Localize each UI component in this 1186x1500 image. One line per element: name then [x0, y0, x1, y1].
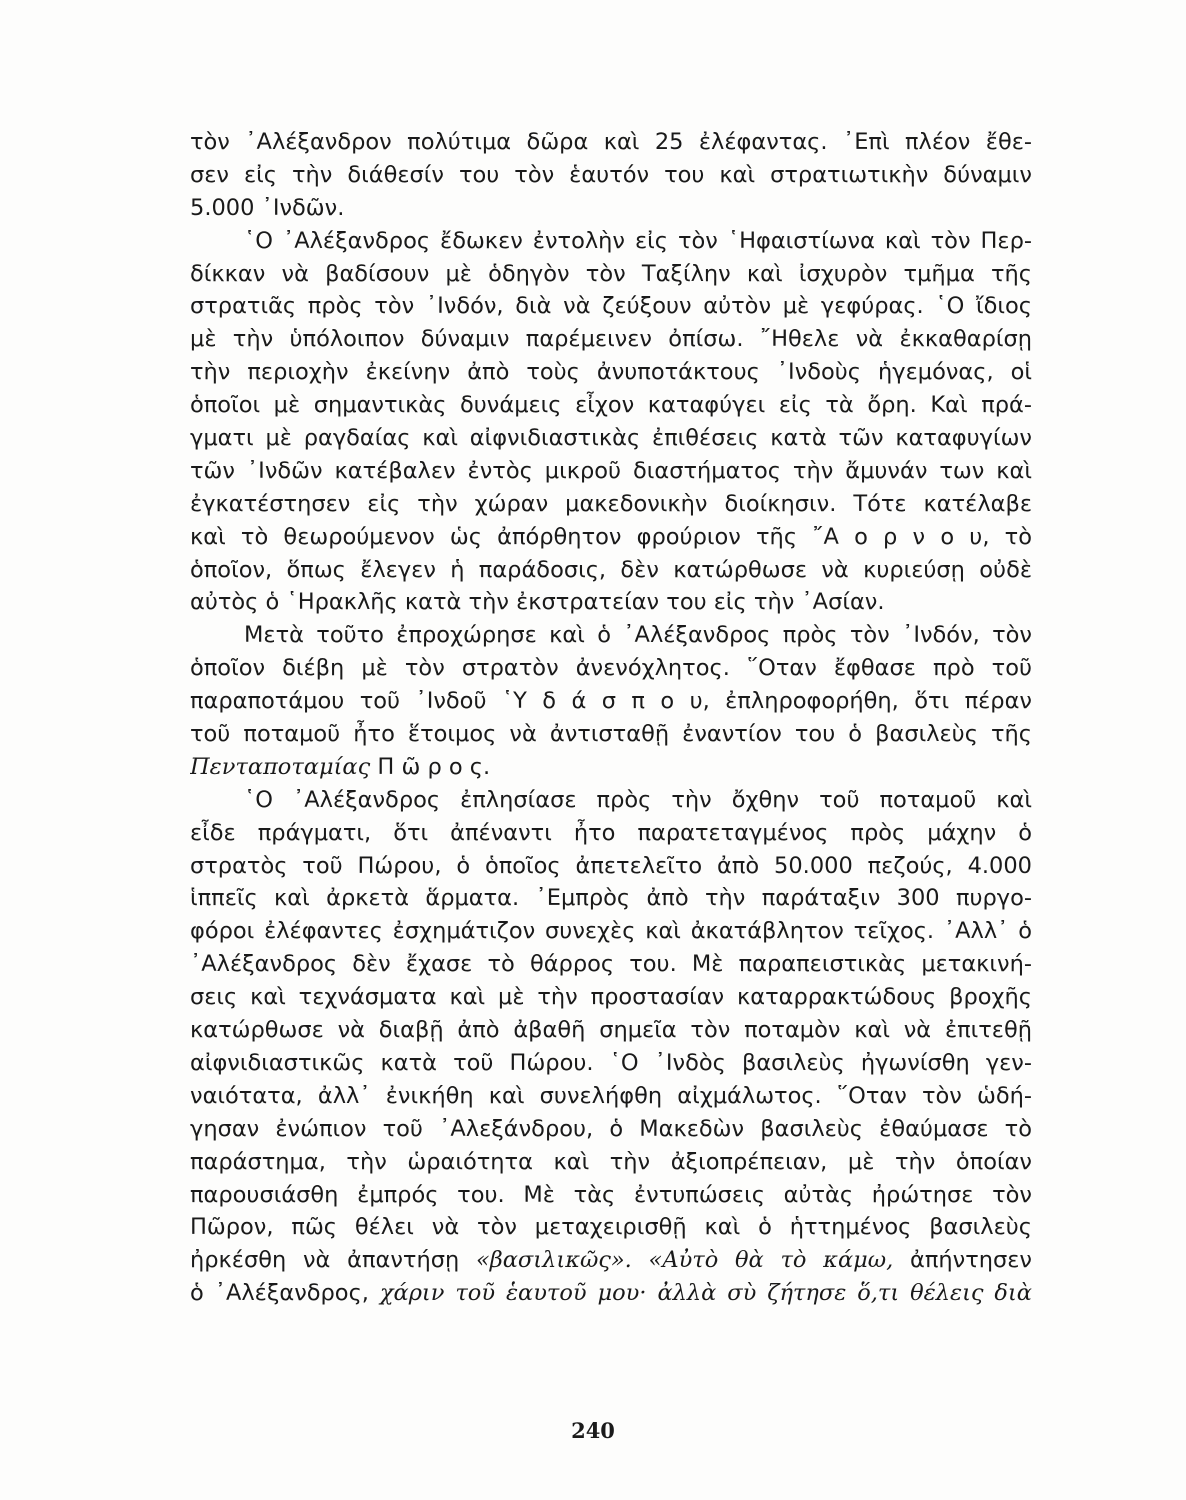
text-line: ἐγκατέστησεν εἰς τὴν χώραν μακεδονικὴν διοίκησιν. Τότε κατέλαβε	[190, 490, 1032, 517]
text-line: σεν εἰς τὴν διάθεσίν του τὸν ἑαυτόν του καὶ στρατιωτικὴν δύναμιν	[190, 161, 1032, 188]
paragraph-start-line: ῾Ο ᾿Αλέξανδρος ἐπλησίασε πρὸς τὴν ὄχθην τοῦ ποταμοῦ καὶ	[244, 786, 1032, 813]
regular-text: ἀπήντησεν	[893, 1247, 1032, 1274]
italic-quote: χάριν τοῦ ἑαυτοῦ μου· ἀλλὰ σὺ ζήτησε ὅ,τι θέλεις διὰ	[379, 1280, 1032, 1307]
text-line: τὴν περιοχὴν ἐκείνην ἀπὸ τοὺς ἀνυποτάκτους ᾿Ινδοὺς ἡγεμόνας, οἱ	[190, 359, 1032, 386]
page-number: 240	[571, 1418, 615, 1443]
regular-text: ὁ ᾿Αλέξανδρος,	[190, 1280, 380, 1307]
text-line: μὲ τὴν ὑπόλοιπον δύναμιν παρέμεινεν ὀπίσω. ῎Ηθελε νὰ ἐκκαθαρίσῃ	[190, 326, 1032, 353]
text-line: τὸν ᾿Αλέξανδρον πολύτιμα δῶρα καὶ 25 ἐλέφαντας. ᾿Επὶ πλέον ἔθε-	[190, 129, 1032, 155]
text-line: Πῶρον, πῶς θέλει νὰ τὸν μεταχειρισθῇ καὶ ὁ ἡττημένος βασιλεὺς	[190, 1214, 1032, 1241]
text-line: παράστημα, τὴν ὡραιότητα καὶ τὴν ἀξιοπρέπειαν, μὲ τὴν ὁποίαν	[190, 1148, 1032, 1175]
text-line	[190, 751, 1032, 784]
body-text	[190, 126, 1032, 1310]
text-line: ᾿Αλέξανδρος δὲν ἔχασε τὸ θάρρος του. Μὲ παραπειστικὰς μετακινή-	[190, 951, 1032, 978]
paragraph-start-line: Μετὰ τοῦτο ἐπροχώρησε καὶ ὁ ᾿Αλέξανδρος πρὸς τὸν ᾿Ινδόν, τὸν	[244, 622, 1032, 649]
paragraph-start-line: ῾Ο ᾿Αλέξανδρος ἔδωκεν ἐντολὴν εἰς τὸν ῾Ηφαιστίωνα καὶ τὸν Περ-	[244, 227, 1032, 254]
text-line	[190, 1244, 1032, 1277]
italic-text: Πενταποταμίας	[190, 753, 371, 780]
text-line: αἰφνιδιαστικῶς κατὰ τοῦ Πώρου. ῾Ο ᾿Ινδὸς βασιλεὺς ἠγωνίσθη γεν-	[190, 1049, 1032, 1076]
text-line: κατώρθωσε νὰ διαβῇ ἀπὸ ἀβαθῆ σημεῖα τὸν ποταμὸν καὶ νὰ ἐπιτεθῇ	[190, 1017, 1032, 1044]
text-line: στρατὸς τοῦ Πώρου, ὁ ὁποῖος ἀπετελεῖτο ἀπὸ 50.000 πεζούς, 4.000	[190, 852, 1032, 879]
text-line: καὶ τὸ θεωρούμενον ὡς ἀπόρθητον φρούριον τῆς ῎Α ο ρ ν ο υ, τὸ	[190, 523, 1032, 550]
text-line: τῶν ᾿Ινδῶν κατέβαλεν ἐντὸς μικροῦ διαστήματος τὴν ἄμυνάν των καὶ	[190, 457, 1032, 484]
text-line: ναιότατα, ἀλλ᾿ ἐνικήθη καὶ συνελήφθη αἰχμάλωτος. ῞Οταν τὸν ὡδή-	[190, 1082, 1032, 1109]
italic-quote: «βασιλικῶς». «Αὐτὸ θὰ τὸ κάμω,	[475, 1247, 894, 1274]
text-line: ὁποῖοι μὲ σημαντικὰς δυνάμεις εἶχον καταφύγει εἰς τὰ ὄρη. Καὶ πρά-	[190, 392, 1032, 419]
text-line: ὁποῖον, ὅπως ἔλεγεν ἡ παράδοσις, δὲν κατώρθωσε νὰ κυριεύσῃ οὐδὲ	[190, 556, 1032, 583]
text-line: δίκκαν νὰ βαδίσουν μὲ ὁδηγὸν τὸν Ταξίλην καὶ ἰσχυρὸν τμῆμα τῆς	[190, 260, 1032, 287]
spaced-name: Π ῶ ρ ο ς.	[370, 753, 491, 780]
text-line: παρουσιάσθη ἐμπρός του. Μὲ τὰς ἐντυπώσεις αὐτὰς ἠρώτησε τὸν	[190, 1181, 1032, 1208]
text-line: 5.000 ᾿Ινδῶν.	[190, 194, 345, 221]
text-line: αὐτὸς ὁ ῾Ηρακλῆς κατὰ τὴν ἐκστρατείαν του εἰς τὴν ᾿Ασίαν.	[190, 589, 885, 616]
text-line: ὁποῖον διέβη μὲ τὸν στρατὸν ἀνενόχλητος. ῞Οταν ἔφθασε πρὸ τοῦ	[190, 655, 1032, 682]
text-line: ἱππεῖς καὶ ἀρκετὰ ἅρματα. ᾿Εμπρὸς ἀπὸ τὴν παράταξιν 300 πυργο-	[190, 885, 1032, 912]
text-line: γματι μὲ ραγδαίας καὶ αἰφνιδιαστικὰς ἐπιθέσεις κατὰ τῶν καταφυγίων	[190, 425, 1032, 452]
regular-text: ἠρκέσθη νὰ ἀπαντήσῃ	[190, 1247, 476, 1274]
text-line: τοῦ ποταμοῦ ἦτο ἕτοιμος νὰ ἀντισταθῇ ἐναντίον του ὁ βασιλεὺς τῆς	[190, 721, 1032, 748]
text-line: παραποτάμου τοῦ ᾿Ινδοῦ ῾Υ δ ά σ π ο υ, ἐπληροφορήθη, ὅτι πέραν	[190, 688, 1032, 715]
text-line: εἶδε πράγματι, ὅτι ἀπέναντι ἦτο παρατεταγμένος πρὸς μάχην ὁ	[190, 819, 1032, 846]
text-line: στρατιᾶς πρὸς τὸν ᾿Ινδόν, διὰ νὰ ζεύξουν αὐτὸν μὲ γεφύρας. ῾Ο ἴδιος	[190, 293, 1032, 320]
text-line	[190, 1277, 1032, 1310]
text-line: φόροι ἐλέφαντες ἐσχημάτιζον συνεχὲς καὶ ἀκατάβλητον τεῖχος. ᾿Αλλ᾿ ὁ	[190, 918, 1032, 945]
text-line: γησαν ἐνώπιον τοῦ ᾿Αλεξάνδρου, ὁ Μακεδὼν βασιλεὺς ἐθαύμασε τὸ	[190, 1115, 1032, 1142]
text-line: σεις καὶ τεχνάσματα καὶ μὲ τὴν προστασίαν καταρρακτώδους βροχῆς	[190, 984, 1032, 1011]
